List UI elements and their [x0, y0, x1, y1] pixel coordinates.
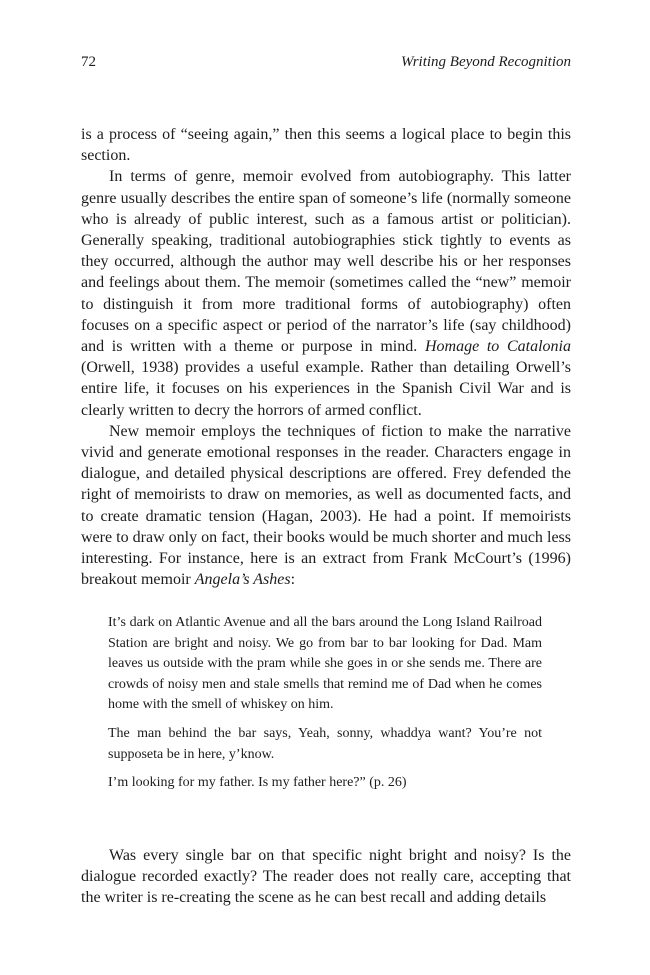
paragraph-new-memoir-text-b: : [290, 571, 296, 589]
quote-paragraph: The man behind the bar says, Yeah, sonny, whaddya want? You’re not supposeta be in here, y’know. [108, 725, 542, 762]
book-title-angelas-ashes: Angela’s Ashes [194, 571, 291, 589]
quote-paragraph: It’s dark on Atlantic Avenue and all the bars around the Long Island Railroad Station are bright and noisy. We go from bar to bar looking for Dad. Mam leaves us outside with the pram while she goes in or she sends me. There are crowds of noisy men and stale smells that remind me of Dad when he comes home with the smell of whiskey on him. [108, 615, 542, 713]
paragraph-genre [81, 166, 571, 420]
paragraph-new-memoir [81, 421, 571, 591]
block-quotation [108, 613, 542, 802]
body-text [81, 124, 571, 590]
paragraph-closing: Was every single bar on that specific night bright and noisy? Is the dialogue recorded exactly? The reader does not really care, accepting that the writer is re-creating the scene as he can best recall and adding details [81, 847, 571, 907]
paragraph-continuation: is a process of “seeing again,” then this seems a logical place to begin this section. [81, 126, 571, 165]
paragraph-new-memoir-text-a: New memoir employs the techniques of fiction to make the narrative vivid and generate emotional responses in the reader. Characters engage in dialogue, and detailed physical descriptions are offered. Frey defended the right of memoirists to draw on memories, as well as documented facts, and to create dramatic tension (Hagan, 2003). He had a point. If memoirists were to draw only on fact, their books would be much shorter and much less interesting. For instance, here is an extract from Frank McCourt’s (1996) breakout memoir [81, 422, 571, 589]
quote-paragraph: I’m looking for my father. Is my father here?” (p. 26) [108, 775, 407, 791]
running-title: Writing Beyond Recognition [401, 54, 571, 70]
closing-text [81, 845, 571, 909]
paragraph-genre-text-b: (Orwell, 1938) provides a useful example. Rather than detailing Orwell’s entire life, it focuses on his experiences in the Spanish Civil War and is clearly written to decry the horrors of armed conflict. [81, 359, 571, 419]
page-number: 72 [81, 54, 96, 70]
paragraph-genre-text-a: In terms of genre, memoir evolved from autobiography. This latter genre usually describes the entire span of someone’s life (normally someone who is already of public interest, such as a famous artist or politician). Generally speaking, traditional autobiographies stick tightly to events as they occurred, although the author may well describe his or her responses and feelings about them. The memoir (sometimes called the “new” memoir to distinguish it from more traditional forms of autobiography) often focuses on a specific aspect or period of the narrator’s life (say childhood) and is written with a theme or purpose in mind. [81, 168, 571, 356]
book-title-homage: Homage to Catalonia [424, 338, 571, 356]
